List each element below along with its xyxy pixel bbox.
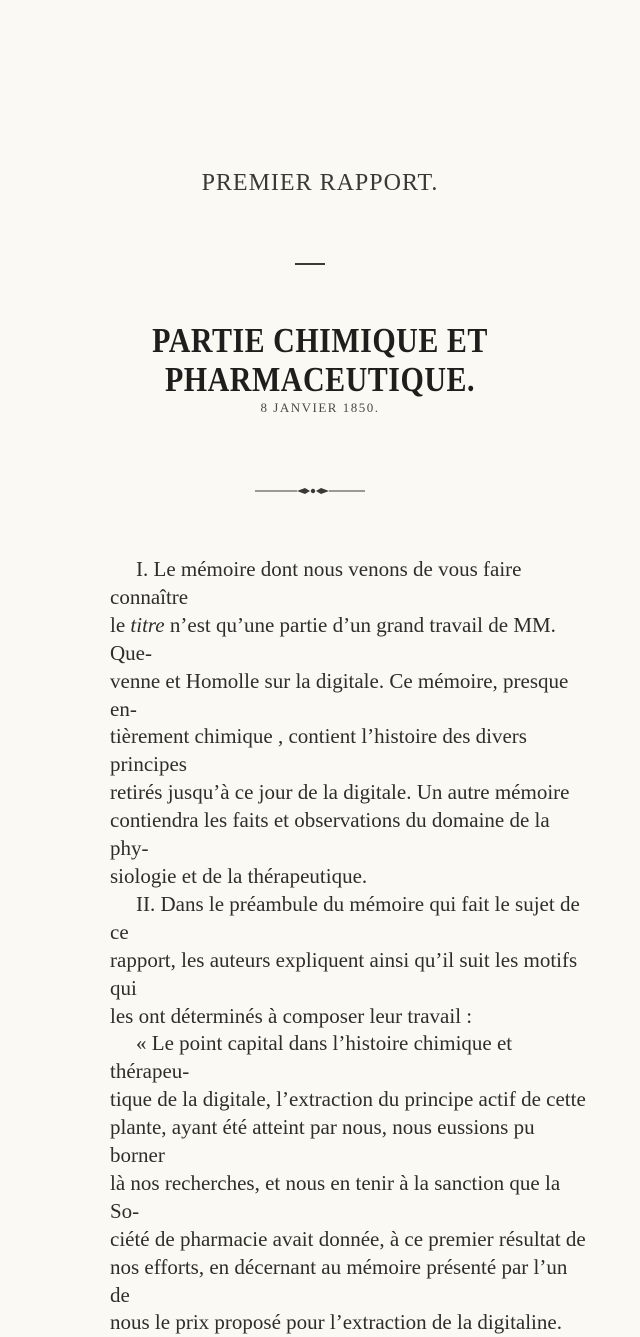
text-line: les ont déterminés à composer leur travail :	[110, 1003, 473, 1028]
text-line: rapport, les auteurs expliquent ainsi qu’il suit les motifs qui	[110, 947, 578, 1000]
ornament-divider-icon	[255, 486, 365, 496]
text-line: contiendra les faits et observations du domaine de la phy-	[110, 808, 550, 861]
text-line: « Le point capital dans l’histoire chimique et thérapeu-	[110, 1031, 513, 1084]
text-line: retirés jusqu’à ce jour de la digitale. Un autre mémoire	[110, 780, 570, 805]
text-line: siologie et de la thérapeutique.	[110, 863, 368, 888]
text-line: venne et Homolle sur la digitale. Ce mémoire, presque en-	[110, 668, 569, 721]
paragraph-1	[110, 556, 588, 891]
text-line: là nos recherches, et nous en tenir à la sanction que la So-	[110, 1170, 561, 1223]
text-line: II. Dans le préambule du mémoire qui fait le sujet de ce	[110, 891, 580, 944]
body-text	[110, 556, 588, 1337]
text-line: le titre n’est qu’une partie d’un grand travail de MM. Que-	[110, 612, 556, 665]
italic-word: titre	[130, 612, 165, 637]
running-head: PREMIER RAPPORT.	[201, 170, 439, 196]
text-line: tièrement chimique , contient l’histoire des divers principes	[110, 724, 527, 777]
paragraph-3	[110, 1030, 588, 1337]
text-line: nous le prix proposé pour l’extraction de la digitaline.	[110, 1310, 562, 1335]
date-line: 8 JANVIER 1850.	[260, 400, 380, 415]
paragraph-2	[110, 891, 588, 1031]
text-line: ciété de pharmacie avait donnée, à ce premier résultat de	[110, 1226, 586, 1251]
text-line: nos efforts, en décernant au mémoire présenté par l’un de	[110, 1254, 568, 1307]
text-line: I. Le mémoire dont nous venons de vous faire connaître	[110, 557, 522, 609]
text-line: tique de la digitale, l’extraction du principe actif de cette	[110, 1087, 586, 1112]
text-line: plante, ayant été atteint par nous, nous eussions pu borner	[110, 1115, 535, 1168]
short-rule-divider	[295, 263, 325, 265]
section-title: PARTIE CHIMIQUE ET PHARMACEUTIQUE.	[152, 321, 488, 399]
